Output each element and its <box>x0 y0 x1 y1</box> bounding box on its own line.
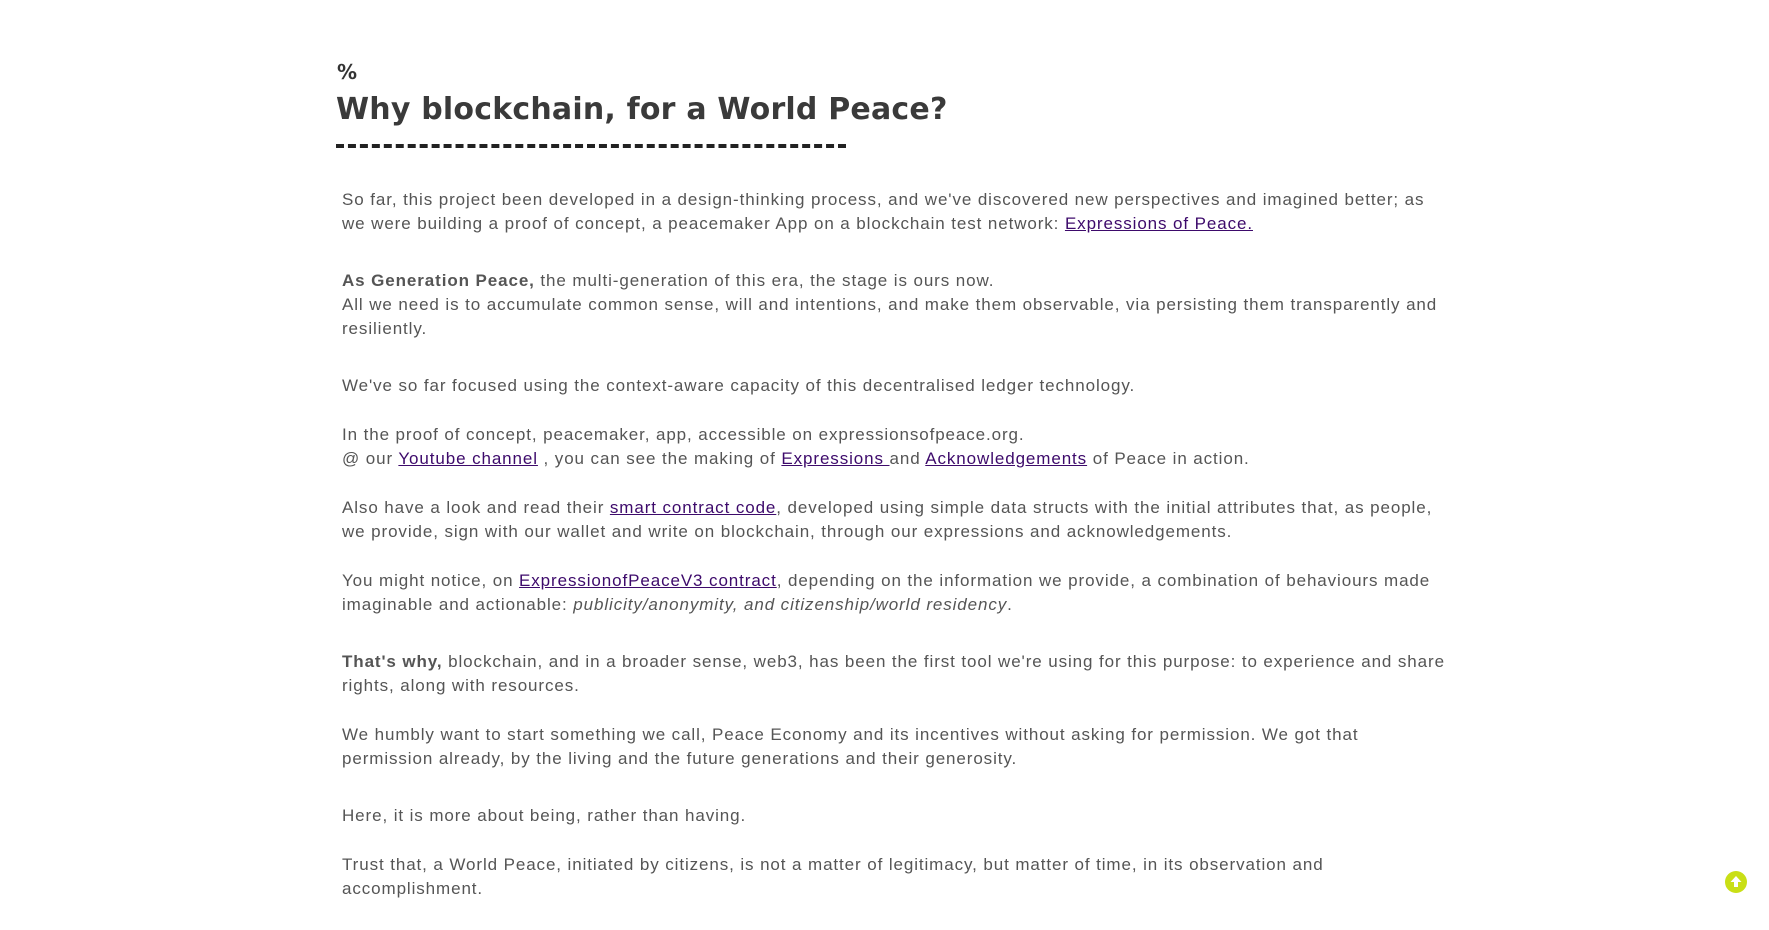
generation-peace-bold: As Generation Peace, <box>342 271 535 290</box>
paragraph-proof-of-concept <box>342 423 1446 471</box>
youtube-pre-text: @ our <box>342 449 399 468</box>
expressionofpeacev3-contract-link[interactable]: ExpressionofPeaceV3 contract <box>519 571 777 590</box>
paragraph-intro <box>342 188 1446 236</box>
scroll-to-top-button[interactable] <box>1725 871 1747 893</box>
paragraph-focus: We've so far focused using the context-aware capacity of this decentralised ledger technology. <box>342 376 1136 395</box>
smart-contract-post: , developed using simple data structs with the initial attributes that, as people, we provide, sign with our wallet and write on blockchain, through our expressions and acknowledgements. <box>342 498 1433 541</box>
section-symbol: % <box>337 60 358 84</box>
page-title: Why blockchain, for a World Peace? <box>336 92 948 127</box>
acknowledgements-link[interactable]: Acknowledgements <box>925 449 1088 468</box>
paragraph-smart-contract <box>342 496 1446 544</box>
thats-why-bold: That's why, <box>342 652 443 671</box>
youtube-mid-text: , you can see the making of <box>537 449 782 468</box>
proof-of-concept-line1: In the proof of concept, peacemaker, app, accessible on expressionsofpeace.org. <box>342 425 1025 444</box>
title-divider <box>336 144 846 148</box>
contract-v3-italic: publicity/anonymity, and citizenship/world residency <box>573 595 1008 614</box>
paragraph-thats-why <box>342 650 1446 698</box>
intro-text: So far, this project been developed in a design-thinking process, and we've discovered new perspectives and imagined better; as we were building a proof of concept, a peacemaker App on a blockchain test network: <box>342 190 1425 233</box>
expressions-of-peace-link[interactable]: Expressions of Peace. <box>1064 214 1253 233</box>
paragraph-peace-economy: We humbly want to start something we call, Peace Economy and its incentives without asking for permission. We got that permission already, by the living and the future generations and their generosity. <box>342 725 1359 768</box>
and-text: and <box>889 449 926 468</box>
youtube-channel-link[interactable]: Youtube channel <box>398 449 538 468</box>
smart-contract-code-link[interactable]: smart contract code <box>609 498 777 517</box>
arrow-up-circle-icon <box>1725 871 1747 893</box>
contract-v3-end: . <box>1007 595 1013 614</box>
paragraph-being: Here, it is more about being, rather than having. <box>342 806 747 825</box>
smart-contract-pre: Also have a look and read their <box>342 498 610 517</box>
contract-v3-post: , depending on the information we provide, a combination of behaviours made imaginable and actionable: <box>342 571 1431 614</box>
article-body <box>342 188 1446 901</box>
generation-peace-text: the multi-generation of this era, the stage is ours now. <box>534 271 995 290</box>
article <box>336 60 1446 901</box>
youtube-post-text: of Peace in action. <box>1087 449 1250 468</box>
thats-why-text: blockchain, and in a broader sense, web3, has been the first tool we're using for this purpose: to experience and share rights, along with resources. <box>342 652 1445 695</box>
expressions-link[interactable]: Expressions <box>781 449 890 468</box>
paragraph-generation-peace <box>342 269 1446 341</box>
generation-peace-line2: All we need is to accumulate common sense, will and intentions, and make them observable, via persisting them transparently and resiliently. <box>342 295 1438 338</box>
contract-v3-pre: You might notice, on <box>342 571 520 590</box>
paragraph-contract-v3 <box>342 569 1446 617</box>
paragraph-trust: Trust that, a World Peace, initiated by citizens, is not a matter of legitimacy, but matter of time, in its observation and accomplishment. <box>342 855 1324 898</box>
